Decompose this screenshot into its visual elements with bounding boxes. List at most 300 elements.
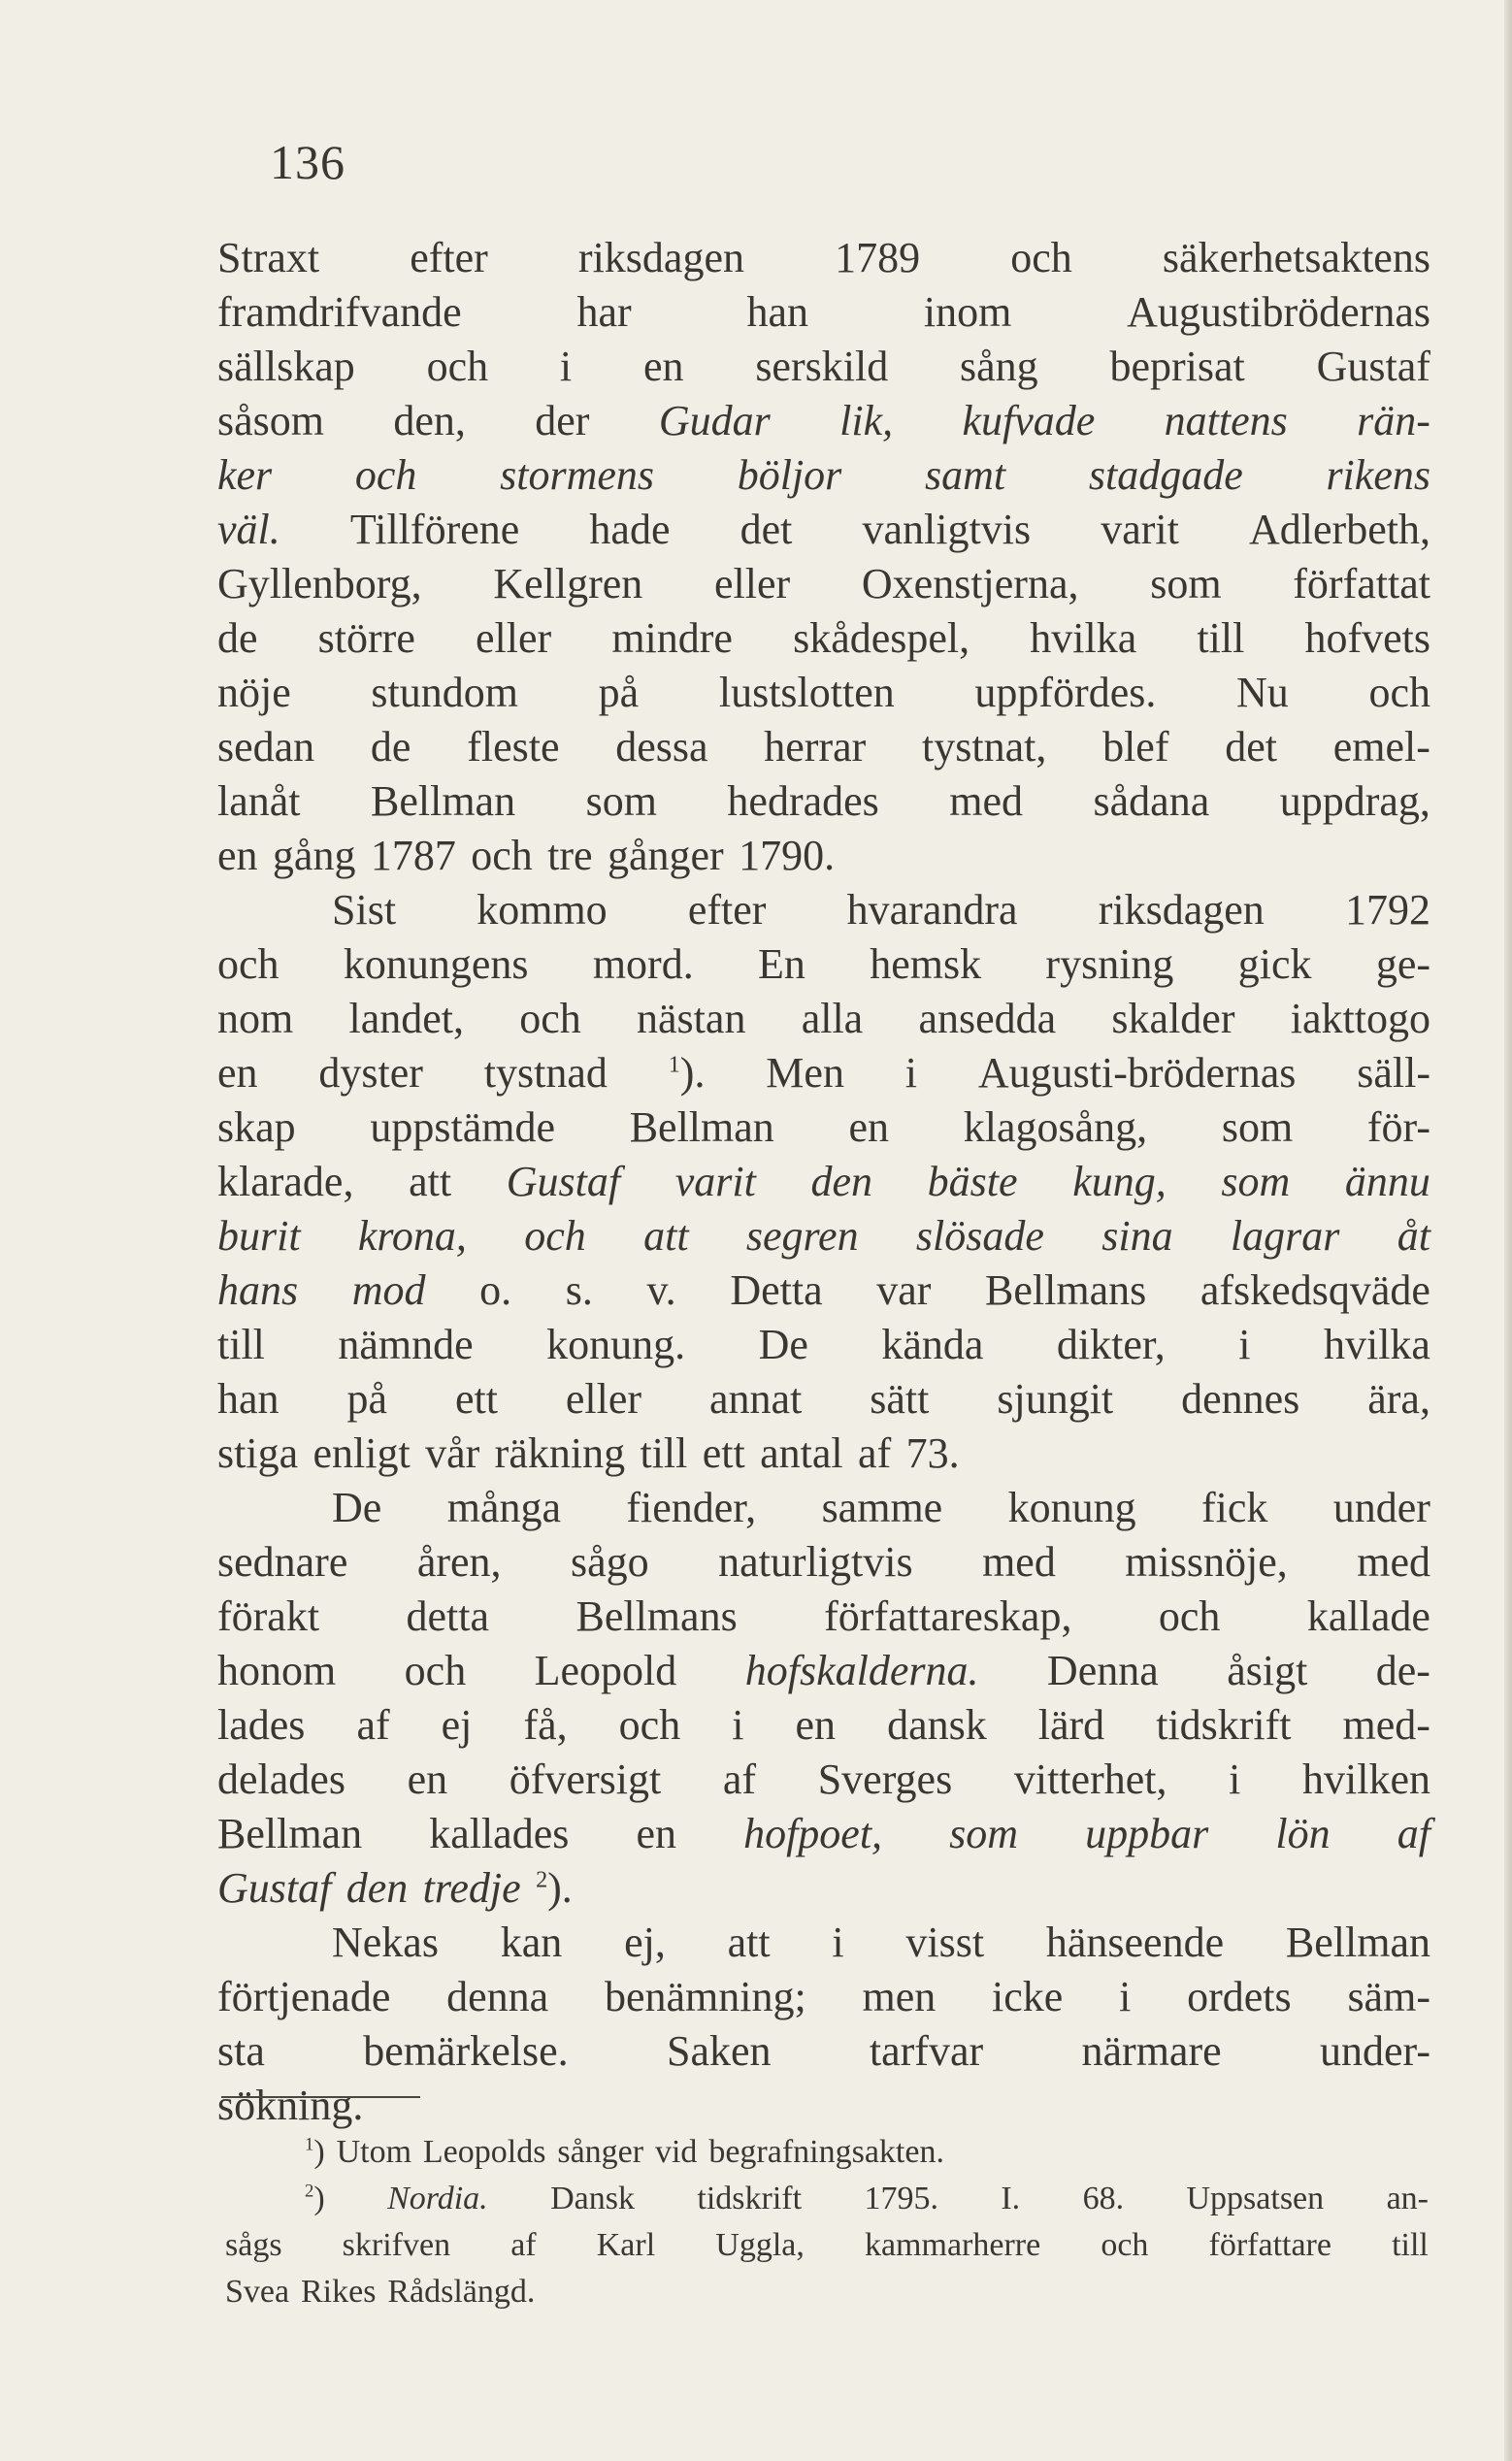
word: sågs xyxy=(225,2227,282,2263)
word: missnöje, xyxy=(1125,1538,1288,1586)
word: afskedsqväde xyxy=(1200,1266,1430,1314)
word: af xyxy=(722,1756,757,1803)
word: till xyxy=(1392,2227,1429,2263)
word: slösade xyxy=(915,1212,1044,1260)
word: som xyxy=(1150,560,1222,607)
word: Gustaf xyxy=(217,1864,332,1912)
word: Svea xyxy=(225,2274,290,2310)
word: och xyxy=(1010,234,1072,281)
word: landet, xyxy=(348,995,464,1042)
word: Rikes xyxy=(300,2274,377,2310)
word: fiender, xyxy=(626,1484,757,1531)
word: Bellman xyxy=(629,1103,774,1151)
word: med xyxy=(1357,1538,1430,1586)
text-line xyxy=(217,1753,1430,1807)
word: fleste xyxy=(467,723,560,771)
word: rän- xyxy=(1357,397,1430,444)
word: sällskap xyxy=(217,343,355,390)
word: en xyxy=(407,1756,448,1803)
page-edge-shadow xyxy=(1504,0,1512,2461)
word: vitterhet, xyxy=(1013,1756,1167,1803)
word: skap xyxy=(217,1103,296,1151)
word: beprisat xyxy=(1109,343,1245,390)
word: som xyxy=(585,777,657,825)
word: i xyxy=(1229,1756,1241,1803)
word: hvilka xyxy=(1030,614,1137,662)
word: säkerhetsaktens xyxy=(1162,234,1430,281)
word: nästan xyxy=(637,995,746,1042)
word: Sverges xyxy=(817,1756,953,1803)
word: stadgade xyxy=(1088,451,1243,499)
word: rikens xyxy=(1326,451,1430,499)
word: säm- xyxy=(1347,1973,1430,2020)
word: en xyxy=(848,1103,890,1151)
text-line xyxy=(217,992,1430,1046)
word: naturligtvis xyxy=(718,1538,913,1586)
word: öfversigt xyxy=(509,1756,662,1803)
word: hade xyxy=(589,506,671,553)
word: klagosång, xyxy=(963,1103,1148,1151)
word: af xyxy=(858,1429,892,1477)
word: räkning xyxy=(494,1429,626,1477)
word: Nordia. xyxy=(387,2181,488,2216)
footnote-line xyxy=(225,2129,1429,2176)
word: i xyxy=(1238,1321,1251,1368)
word: säll- xyxy=(1357,1049,1430,1097)
word: de- xyxy=(1375,1647,1430,1694)
word: ära, xyxy=(1367,1375,1430,1423)
word: åren, xyxy=(416,1538,502,1586)
word: riksdagen xyxy=(1098,886,1265,934)
word: framdrifvande xyxy=(217,288,462,336)
word: Bellmans xyxy=(985,1266,1147,1314)
word: Gyllenborg, xyxy=(217,560,422,607)
word: af xyxy=(1397,1810,1430,1857)
word: att xyxy=(409,1158,452,1205)
word: Denna xyxy=(1046,1647,1159,1694)
word: mord. xyxy=(592,940,694,988)
word: gång xyxy=(272,832,356,879)
footnote-line xyxy=(225,2269,1429,2315)
word: rysning xyxy=(1045,940,1174,988)
word: eller xyxy=(714,560,791,607)
word: och xyxy=(524,1212,586,1260)
text-line xyxy=(217,285,1430,340)
word: dessa xyxy=(615,723,708,771)
word: sätt xyxy=(870,1375,930,1423)
word: författat xyxy=(1293,560,1430,607)
text-line xyxy=(217,1155,1430,1209)
word: Saken xyxy=(666,2027,772,2075)
word: den xyxy=(810,1158,873,1205)
word: stormens xyxy=(500,451,655,499)
word: De xyxy=(332,1484,382,1531)
word: lustslotten xyxy=(718,669,895,716)
word: kammarherre xyxy=(864,2227,1041,2263)
word: han xyxy=(217,1375,279,1423)
word: och xyxy=(354,451,417,499)
word: en xyxy=(217,832,258,879)
word: annat xyxy=(709,1375,803,1423)
word: tredje xyxy=(422,1864,521,1912)
word: i xyxy=(559,343,573,390)
word: var xyxy=(876,1266,932,1314)
text-line xyxy=(217,1263,1430,1318)
word: det xyxy=(740,506,793,553)
word: hvarandra xyxy=(846,886,1018,934)
word: författare xyxy=(1208,2227,1331,2263)
word: för- xyxy=(1366,1103,1430,1151)
word: åsigt xyxy=(1227,1647,1308,1694)
word: väl. xyxy=(217,506,280,553)
word: Gudar xyxy=(658,397,771,444)
text-line xyxy=(217,1209,1430,1263)
word: Rådslängd. xyxy=(387,2274,536,2310)
word: mindre xyxy=(611,614,733,662)
word: uppstämde xyxy=(370,1103,555,1151)
word: serskild xyxy=(755,343,889,390)
word: begrafningsakten. xyxy=(708,2134,944,2170)
word: dyster xyxy=(318,1049,423,1097)
word: kallades xyxy=(429,1810,570,1857)
word: ansedda xyxy=(918,995,1057,1042)
word: tystnat, xyxy=(922,723,1047,771)
word: Leopold xyxy=(534,1647,677,1694)
word: Augustibrödernas xyxy=(1127,288,1430,336)
word: Sist xyxy=(332,886,397,934)
word: många xyxy=(446,1484,561,1531)
word: tystnad xyxy=(483,1049,608,1097)
word: kufvade xyxy=(962,397,1096,444)
text-line xyxy=(217,1590,1430,1644)
word: ker xyxy=(217,451,273,499)
word: Men xyxy=(766,1049,844,1097)
word: och xyxy=(1101,2227,1149,2263)
word: ännu xyxy=(1344,1158,1430,1205)
word: $^1$) xyxy=(305,2134,325,2170)
word: de xyxy=(370,723,411,771)
word: denna xyxy=(446,1973,549,2020)
word: alla xyxy=(801,995,864,1042)
word: stiga xyxy=(217,1429,299,1477)
word: det xyxy=(1225,723,1277,771)
word: Gustaf xyxy=(1316,343,1430,390)
word: gick xyxy=(1237,940,1312,988)
word: detta xyxy=(406,1592,490,1640)
word: och xyxy=(618,1701,681,1749)
word: och xyxy=(519,995,581,1042)
word: närmare xyxy=(1081,2027,1222,2075)
word: i xyxy=(1119,1973,1132,2020)
word: tidskrift xyxy=(697,2181,803,2216)
text-line xyxy=(217,1046,1430,1100)
text-line xyxy=(217,611,1430,666)
word: men xyxy=(862,1973,937,2020)
word: nöje xyxy=(217,669,291,716)
word: efter xyxy=(410,234,488,281)
word: och xyxy=(1158,1592,1221,1640)
text-line xyxy=(217,448,1430,503)
word: sökning. xyxy=(217,2082,364,2129)
word: inom xyxy=(923,288,1012,336)
text-line xyxy=(217,1427,1430,1481)
word: med- xyxy=(1342,1701,1430,1749)
word: gånger xyxy=(607,832,724,879)
word: hänseende xyxy=(1045,1919,1225,1966)
word: sång xyxy=(960,343,1038,390)
word: vid xyxy=(654,2134,698,2170)
text-line xyxy=(217,503,1430,557)
word: kända xyxy=(881,1321,984,1368)
text-line xyxy=(217,937,1430,992)
text-line xyxy=(217,557,1430,611)
word: blef xyxy=(1102,723,1169,771)
word: som xyxy=(1221,1158,1291,1205)
word: varit xyxy=(1101,506,1179,553)
footnote-line xyxy=(225,2176,1429,2222)
word: 1790. xyxy=(739,832,836,879)
word: riksdagen xyxy=(577,234,744,281)
word: mod xyxy=(351,1266,426,1314)
text-line xyxy=(217,340,1430,394)
word: och xyxy=(1368,669,1430,716)
word: författareskap, xyxy=(824,1592,1072,1640)
word: i xyxy=(904,1049,918,1097)
word: sånger xyxy=(557,2134,644,2170)
word: iakttogo xyxy=(1290,995,1430,1042)
word: Bellman xyxy=(1285,1919,1430,1966)
word: af xyxy=(356,1701,390,1749)
word: nämnde xyxy=(338,1321,474,1368)
word: Kellgren xyxy=(493,560,643,607)
word: sjungit xyxy=(997,1375,1114,1423)
word: eller xyxy=(476,614,552,662)
word: under xyxy=(1332,1484,1430,1531)
word: till xyxy=(1197,614,1245,662)
word: såsom xyxy=(217,397,324,444)
page-number: 136 xyxy=(270,135,345,189)
text-line xyxy=(217,1535,1430,1590)
word: ett xyxy=(702,1429,745,1477)
word: tarfvar xyxy=(869,2027,984,2075)
word: förtjenade xyxy=(217,1973,391,2020)
word: 1795. xyxy=(864,2181,938,2216)
word: efter xyxy=(687,886,767,934)
word: lärd xyxy=(1037,1701,1105,1749)
word: åt xyxy=(1397,1212,1430,1260)
word: Uggla, xyxy=(715,2227,805,2263)
word: hofpoet, xyxy=(743,1810,883,1857)
word: böljor xyxy=(737,451,842,499)
word: Nekas xyxy=(332,1919,439,1966)
word: dikter, xyxy=(1056,1321,1166,1368)
word: benämning; xyxy=(604,1973,806,2020)
word: 1789 xyxy=(835,234,921,281)
word: vår xyxy=(425,1429,480,1477)
word: de xyxy=(217,614,258,662)
text-line xyxy=(217,231,1430,285)
word: sednare xyxy=(217,1538,348,1586)
word: Adlerbeth, xyxy=(1249,506,1430,553)
footnote-line xyxy=(225,2222,1429,2269)
word: under- xyxy=(1320,2027,1430,2075)
word: emel- xyxy=(1332,723,1430,771)
footnote-divider xyxy=(221,2096,420,2098)
word: $^2$) xyxy=(305,2181,325,2216)
word: hemsk xyxy=(870,940,982,988)
word: och xyxy=(471,832,533,879)
word: en xyxy=(217,1049,258,1097)
text-line xyxy=(217,1481,1430,1535)
word: som xyxy=(949,1810,1019,1857)
word: en xyxy=(642,343,684,390)
text-line xyxy=(217,1318,1430,1372)
word: De xyxy=(758,1321,808,1368)
word: ej xyxy=(441,1701,473,1749)
word: kallade xyxy=(1306,1592,1430,1640)
word: Karl xyxy=(596,2227,656,2263)
word: hedrades xyxy=(727,777,879,825)
text-line xyxy=(217,666,1430,720)
word: uppbar xyxy=(1085,1810,1209,1857)
word: sågo xyxy=(571,1538,649,1586)
text-line xyxy=(217,829,1430,883)
word: ej, xyxy=(624,1919,666,1966)
text-line xyxy=(217,2024,1430,2079)
word: klarade, xyxy=(217,1158,354,1205)
word: o. xyxy=(479,1266,512,1314)
word: der xyxy=(535,397,590,444)
word: 68. xyxy=(1082,2181,1125,2216)
word: enligt xyxy=(312,1429,411,1477)
word: förakt xyxy=(217,1592,320,1640)
word: ett xyxy=(454,1375,498,1423)
text-line xyxy=(217,720,1430,774)
word: an- xyxy=(1386,2181,1429,2216)
word: till xyxy=(217,1321,265,1368)
word: delades xyxy=(217,1756,345,1803)
word: segren xyxy=(745,1212,859,1260)
word: stundom xyxy=(371,669,518,716)
word: dennes xyxy=(1181,1375,1300,1423)
word: skalder xyxy=(1111,995,1235,1042)
word: antal xyxy=(760,1429,843,1477)
word: har xyxy=(576,288,632,336)
word: Straxt xyxy=(217,234,320,281)
body-text xyxy=(217,231,1430,2133)
word: 1792 xyxy=(1345,886,1430,934)
word: att xyxy=(727,1919,771,1966)
word: lik, xyxy=(839,397,894,444)
word: och xyxy=(217,940,279,988)
word: Bellman xyxy=(217,1810,363,1857)
word: sedan xyxy=(217,723,315,771)
text-line xyxy=(217,2079,1430,2133)
word: Bellman xyxy=(371,777,516,825)
word: af xyxy=(510,2227,537,2263)
word: burit xyxy=(217,1212,301,1260)
word: i xyxy=(832,1919,844,1966)
text-line xyxy=(217,1372,1430,1427)
word: skådespel, xyxy=(793,614,970,662)
word: uppfördes. xyxy=(974,669,1157,716)
word: konungens xyxy=(343,940,529,988)
word: Uppsatsen xyxy=(1186,2181,1325,2216)
word: större xyxy=(317,614,415,662)
word: samme xyxy=(821,1484,943,1531)
text-line xyxy=(217,1807,1430,1861)
word: bemärkelse. xyxy=(363,2027,569,2075)
word: hofskalderna. xyxy=(744,1647,979,1694)
word: visst xyxy=(905,1919,985,1966)
word: En xyxy=(758,940,805,988)
word: hvilken xyxy=(1302,1756,1430,1803)
word: $^2$). xyxy=(536,1864,573,1912)
word: hofvets xyxy=(1304,614,1430,662)
word: ordets xyxy=(1187,1973,1292,2020)
word: Tillförene xyxy=(349,506,520,553)
text-line xyxy=(217,1861,1430,1916)
text-line xyxy=(217,774,1430,829)
word: vanligtvis xyxy=(862,506,1032,553)
text-line xyxy=(217,1100,1430,1155)
word: varit xyxy=(674,1158,756,1205)
word: konung. xyxy=(546,1321,686,1368)
word: eller xyxy=(565,1375,642,1423)
word: hvilka xyxy=(1323,1321,1430,1368)
word: och xyxy=(404,1647,467,1694)
word: v. xyxy=(646,1266,676,1314)
text-line xyxy=(217,883,1430,937)
word: sta xyxy=(217,2027,265,2075)
footnotes xyxy=(225,2129,1429,2315)
word: lanåt xyxy=(217,777,301,825)
word: i xyxy=(732,1701,744,1749)
word: bäste xyxy=(927,1158,1018,1205)
word: Dansk xyxy=(550,2181,635,2216)
word: 1787 xyxy=(370,832,456,879)
word: $^1$). xyxy=(668,1049,706,1097)
word: lades xyxy=(217,1701,306,1749)
text-line xyxy=(217,1644,1430,1698)
word: kommo xyxy=(477,886,608,934)
word: Oxenstjerna, xyxy=(861,560,1079,607)
word: att xyxy=(643,1212,689,1260)
word: krona, xyxy=(357,1212,467,1260)
word: hans xyxy=(217,1266,299,1314)
word: den, xyxy=(393,397,466,444)
word: på xyxy=(346,1375,388,1423)
word: lagrar xyxy=(1230,1212,1340,1260)
word: dansk xyxy=(887,1701,987,1749)
word: kung, xyxy=(1072,1158,1167,1205)
word: icke xyxy=(992,1973,1064,2020)
word: I. xyxy=(1001,2181,1021,2216)
word: samt xyxy=(925,451,1006,499)
word: kan xyxy=(500,1919,563,1966)
word: tidskrift xyxy=(1156,1701,1292,1749)
word: sådana xyxy=(1093,777,1210,825)
word: och xyxy=(426,343,489,390)
word: nattens xyxy=(1164,397,1288,444)
word: Nu xyxy=(1236,669,1289,716)
word: Augusti-brödernas xyxy=(977,1049,1297,1097)
text-line xyxy=(217,394,1430,448)
word: Gustaf xyxy=(506,1158,621,1205)
text-line xyxy=(217,1698,1430,1753)
word: fick xyxy=(1200,1484,1268,1531)
word: sina xyxy=(1101,1212,1173,1260)
